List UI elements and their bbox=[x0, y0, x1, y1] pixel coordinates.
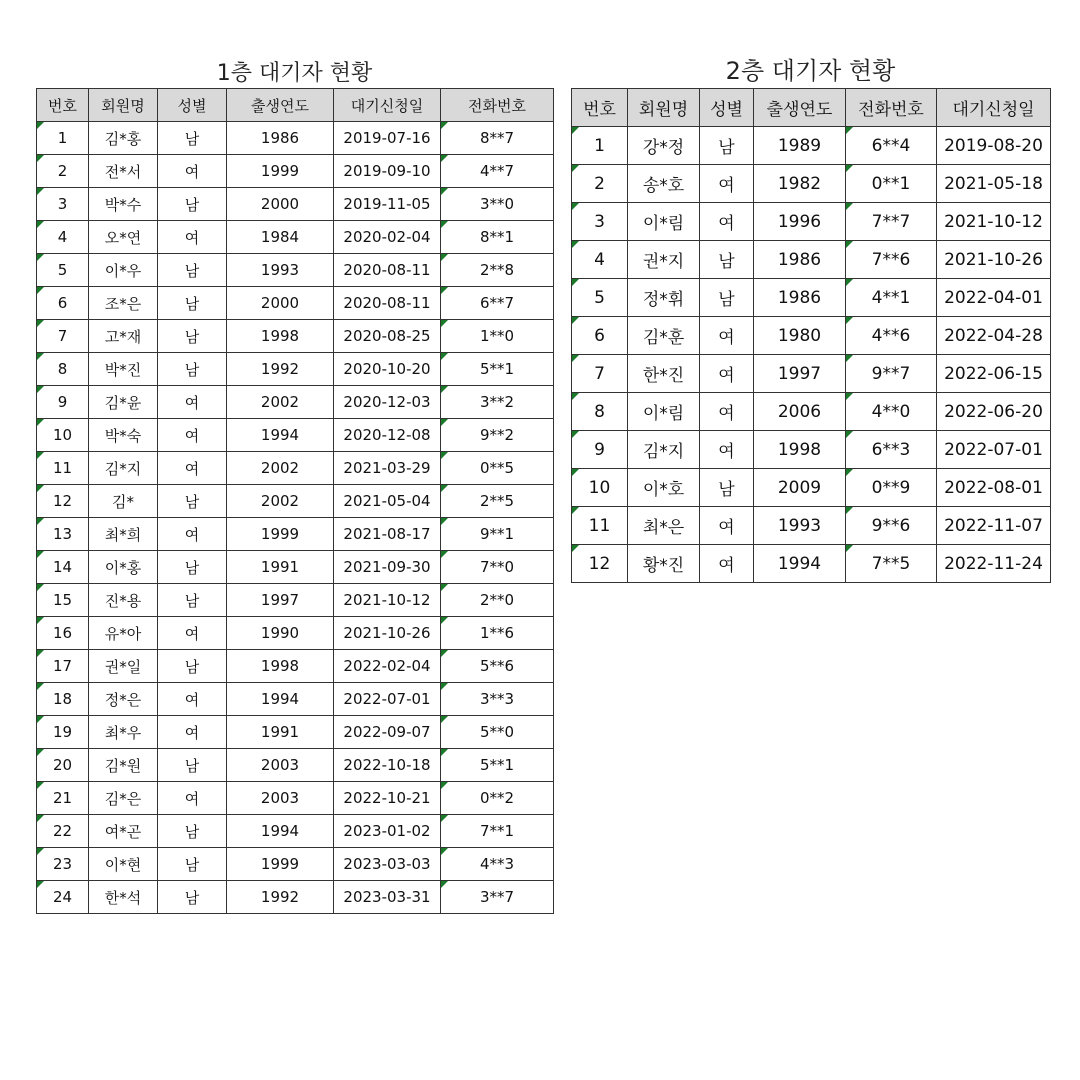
table-cell: 2020-12-08 bbox=[334, 419, 441, 452]
column-header: 성별 bbox=[158, 89, 227, 122]
table-row bbox=[37, 518, 554, 551]
table-cell: 4**1 bbox=[846, 279, 937, 317]
table-cell: 1998 bbox=[754, 431, 846, 469]
table-cell: 남 bbox=[158, 650, 227, 683]
table2-title: 2층 대기자 현황 bbox=[725, 57, 896, 85]
table-cell: 2022-10-21 bbox=[334, 782, 441, 815]
table-cell: 여 bbox=[700, 203, 754, 241]
table-cell: 15 bbox=[37, 584, 89, 617]
table-cell: 1982 bbox=[754, 165, 846, 203]
table-cell: 정*휘 bbox=[628, 279, 700, 317]
table-cell: 1996 bbox=[754, 203, 846, 241]
table-cell: 2019-08-20 bbox=[937, 127, 1051, 165]
table-cell: 전*서 bbox=[89, 155, 158, 188]
table-row bbox=[37, 254, 554, 287]
table-cell: 이*림 bbox=[628, 393, 700, 431]
table-cell: 6 bbox=[37, 287, 89, 320]
table-row bbox=[37, 452, 554, 485]
table-row bbox=[37, 419, 554, 452]
table-cell: 1989 bbox=[754, 127, 846, 165]
table1-floor1-waitlist bbox=[36, 88, 554, 914]
table-cell: 7**5 bbox=[846, 545, 937, 583]
table-cell: 4**3 bbox=[441, 848, 554, 881]
table-cell: 1999 bbox=[227, 518, 334, 551]
table-cell: 여 bbox=[700, 317, 754, 355]
table-cell: 1994 bbox=[227, 683, 334, 716]
table-cell: 여 bbox=[700, 393, 754, 431]
table-row bbox=[37, 881, 554, 914]
column-header: 대기신청일 bbox=[334, 89, 441, 122]
table-row bbox=[37, 386, 554, 419]
table-cell: 2000 bbox=[227, 287, 334, 320]
column-header: 전화번호 bbox=[441, 89, 554, 122]
table-row bbox=[37, 848, 554, 881]
table-cell: 권*지 bbox=[628, 241, 700, 279]
table-cell: 이*림 bbox=[628, 203, 700, 241]
table-row bbox=[572, 469, 1051, 507]
table-cell: 11 bbox=[37, 452, 89, 485]
table-cell: 9**6 bbox=[846, 507, 937, 545]
table-cell: 0**1 bbox=[846, 165, 937, 203]
table-cell: 남 bbox=[700, 241, 754, 279]
column-header: 번호 bbox=[37, 89, 89, 122]
table-cell: 남 bbox=[158, 485, 227, 518]
column-header: 번호 bbox=[572, 89, 628, 127]
table-cell: 고*재 bbox=[89, 320, 158, 353]
table-cell: 1993 bbox=[227, 254, 334, 287]
table-cell: 23 bbox=[37, 848, 89, 881]
table-cell: 유*아 bbox=[89, 617, 158, 650]
table-cell: 1991 bbox=[227, 551, 334, 584]
table-cell: 여*곤 bbox=[89, 815, 158, 848]
table-cell: 남 bbox=[158, 353, 227, 386]
table-cell: 4 bbox=[37, 221, 89, 254]
table-cell: 여 bbox=[158, 452, 227, 485]
table-cell: 2021-05-04 bbox=[334, 485, 441, 518]
table-row bbox=[37, 749, 554, 782]
table-cell: 최*희 bbox=[89, 518, 158, 551]
table-cell: 21 bbox=[37, 782, 89, 815]
table-cell: 9**7 bbox=[846, 355, 937, 393]
table-cell: 2022-06-20 bbox=[937, 393, 1051, 431]
table-row bbox=[37, 716, 554, 749]
table-cell: 17 bbox=[37, 650, 89, 683]
table-row bbox=[37, 122, 554, 155]
table-cell: 이*홍 bbox=[89, 551, 158, 584]
table-cell: 2022-07-01 bbox=[937, 431, 1051, 469]
table-cell: 2022-06-15 bbox=[937, 355, 1051, 393]
table-cell: 1994 bbox=[227, 815, 334, 848]
table-cell: 2000 bbox=[227, 188, 334, 221]
table-cell: 5**6 bbox=[441, 650, 554, 683]
table-cell: 여 bbox=[158, 221, 227, 254]
table-cell: 박*수 bbox=[89, 188, 158, 221]
table-cell: 5 bbox=[572, 279, 628, 317]
table-cell: 남 bbox=[158, 287, 227, 320]
table-cell: 2002 bbox=[227, 386, 334, 419]
table-cell: 16 bbox=[37, 617, 89, 650]
table-cell: 김*지 bbox=[628, 431, 700, 469]
table-cell: 9**2 bbox=[441, 419, 554, 452]
table-row bbox=[37, 584, 554, 617]
table1-title: 1층 대기자 현황 bbox=[216, 61, 373, 86]
column-header: 전화번호 bbox=[846, 89, 937, 127]
table-cell: 2003 bbox=[227, 749, 334, 782]
table2-header-row bbox=[572, 89, 1051, 127]
table-cell: 1986 bbox=[754, 241, 846, 279]
table-cell: 남 bbox=[700, 279, 754, 317]
table-cell: 2022-04-28 bbox=[937, 317, 1051, 355]
table-cell: 남 bbox=[158, 848, 227, 881]
table-cell: 한*석 bbox=[89, 881, 158, 914]
table-cell: 2**0 bbox=[441, 584, 554, 617]
table-cell: 2019-09-10 bbox=[334, 155, 441, 188]
table-cell: 2021-10-26 bbox=[937, 241, 1051, 279]
table-cell: 1992 bbox=[227, 881, 334, 914]
table-cell: 김*은 bbox=[89, 782, 158, 815]
table-row bbox=[37, 650, 554, 683]
table-cell: 2**8 bbox=[441, 254, 554, 287]
table-cell: 여 bbox=[700, 431, 754, 469]
table-cell: 1999 bbox=[227, 155, 334, 188]
table-cell: 3**2 bbox=[441, 386, 554, 419]
table-cell: 황*진 bbox=[628, 545, 700, 583]
table-cell: 4 bbox=[572, 241, 628, 279]
table-cell: 2 bbox=[572, 165, 628, 203]
table-row bbox=[37, 617, 554, 650]
column-header: 회원명 bbox=[628, 89, 700, 127]
table-cell: 2021-10-12 bbox=[937, 203, 1051, 241]
table-cell: 4**0 bbox=[846, 393, 937, 431]
table-cell: 14 bbox=[37, 551, 89, 584]
table-cell: 2022-08-01 bbox=[937, 469, 1051, 507]
table-row bbox=[37, 551, 554, 584]
table-cell: 7 bbox=[572, 355, 628, 393]
table-cell: 7**7 bbox=[846, 203, 937, 241]
table-cell: 1980 bbox=[754, 317, 846, 355]
table-cell: 남 bbox=[700, 469, 754, 507]
table2-body bbox=[572, 127, 1051, 583]
table-cell: 3**3 bbox=[441, 683, 554, 716]
table-cell: 2023-03-03 bbox=[334, 848, 441, 881]
table-cell: 박*진 bbox=[89, 353, 158, 386]
table-cell: 8**7 bbox=[441, 122, 554, 155]
table-cell: 9 bbox=[37, 386, 89, 419]
table-cell: 2023-01-02 bbox=[334, 815, 441, 848]
table-cell: 정*은 bbox=[89, 683, 158, 716]
table-cell: 2019-11-05 bbox=[334, 188, 441, 221]
table-cell: 1986 bbox=[754, 279, 846, 317]
table-cell: 2020-02-04 bbox=[334, 221, 441, 254]
table-cell: 권*일 bbox=[89, 650, 158, 683]
table-cell: 2023-03-31 bbox=[334, 881, 441, 914]
table-cell: 남 bbox=[158, 122, 227, 155]
table-row bbox=[572, 545, 1051, 583]
table-cell: 1997 bbox=[227, 584, 334, 617]
table-row bbox=[572, 279, 1051, 317]
table-cell: 13 bbox=[37, 518, 89, 551]
table-row bbox=[37, 485, 554, 518]
table-cell: 3**0 bbox=[441, 188, 554, 221]
table-cell: 2006 bbox=[754, 393, 846, 431]
table-cell: 2022-04-01 bbox=[937, 279, 1051, 317]
table-cell: 2 bbox=[37, 155, 89, 188]
table-cell: 2002 bbox=[227, 485, 334, 518]
table-cell: 남 bbox=[158, 254, 227, 287]
table-cell: 진*용 bbox=[89, 584, 158, 617]
table-cell: 1 bbox=[572, 127, 628, 165]
table-cell: 2022-11-07 bbox=[937, 507, 1051, 545]
table-cell: 남 bbox=[158, 188, 227, 221]
table-cell: 남 bbox=[158, 749, 227, 782]
table-cell: 조*은 bbox=[89, 287, 158, 320]
table-cell: 남 bbox=[700, 127, 754, 165]
table-cell: 2**5 bbox=[441, 485, 554, 518]
table-cell: 1984 bbox=[227, 221, 334, 254]
table-cell: 남 bbox=[158, 815, 227, 848]
table-cell: 0**9 bbox=[846, 469, 937, 507]
table-cell: 이*현 bbox=[89, 848, 158, 881]
table-row bbox=[37, 683, 554, 716]
table-cell: 1993 bbox=[754, 507, 846, 545]
table-cell: 6**4 bbox=[846, 127, 937, 165]
table2-floor2-waitlist bbox=[571, 88, 1051, 583]
table-cell: 김* bbox=[89, 485, 158, 518]
table-cell: 최*은 bbox=[628, 507, 700, 545]
table-row bbox=[37, 188, 554, 221]
table-cell: 여 bbox=[158, 419, 227, 452]
table-cell: 여 bbox=[700, 355, 754, 393]
table-cell: 3**7 bbox=[441, 881, 554, 914]
table-row bbox=[572, 431, 1051, 469]
table-cell: 여 bbox=[158, 683, 227, 716]
table-cell: 22 bbox=[37, 815, 89, 848]
table-cell: 7 bbox=[37, 320, 89, 353]
table-cell: 12 bbox=[37, 485, 89, 518]
table-cell: 여 bbox=[700, 507, 754, 545]
table-cell: 1999 bbox=[227, 848, 334, 881]
table1-header-row bbox=[37, 89, 554, 122]
table-cell: 남 bbox=[158, 584, 227, 617]
table-row bbox=[37, 815, 554, 848]
table-cell: 18 bbox=[37, 683, 89, 716]
table-row bbox=[572, 507, 1051, 545]
table-cell: 6 bbox=[572, 317, 628, 355]
table-cell: 1994 bbox=[227, 419, 334, 452]
table-cell: 여 bbox=[158, 716, 227, 749]
table-row bbox=[37, 782, 554, 815]
table-cell: 1998 bbox=[227, 320, 334, 353]
table-cell: 8**1 bbox=[441, 221, 554, 254]
table-row bbox=[572, 241, 1051, 279]
table-cell: 김*홍 bbox=[89, 122, 158, 155]
table-row bbox=[37, 221, 554, 254]
table-cell: 8 bbox=[37, 353, 89, 386]
table-cell: 4**6 bbox=[846, 317, 937, 355]
column-header: 성별 bbox=[700, 89, 754, 127]
table-row bbox=[572, 165, 1051, 203]
table-row bbox=[572, 393, 1051, 431]
table-cell: 2019-07-16 bbox=[334, 122, 441, 155]
table-cell: 2003 bbox=[227, 782, 334, 815]
table-cell: 김*지 bbox=[89, 452, 158, 485]
table-cell: 1994 bbox=[754, 545, 846, 583]
table-cell: 10 bbox=[572, 469, 628, 507]
table-row bbox=[37, 155, 554, 188]
table-cell: 2021-09-30 bbox=[334, 551, 441, 584]
table-cell: 5**1 bbox=[441, 749, 554, 782]
table-cell: 오*연 bbox=[89, 221, 158, 254]
table-cell: 2022-09-07 bbox=[334, 716, 441, 749]
table-cell: 여 bbox=[700, 165, 754, 203]
table-cell: 9**1 bbox=[441, 518, 554, 551]
table-cell: 3 bbox=[572, 203, 628, 241]
table-cell: 6**7 bbox=[441, 287, 554, 320]
table-cell: 2020-12-03 bbox=[334, 386, 441, 419]
table-cell: 여 bbox=[158, 617, 227, 650]
table-cell: 1991 bbox=[227, 716, 334, 749]
table-cell: 1986 bbox=[227, 122, 334, 155]
table-cell: 1**0 bbox=[441, 320, 554, 353]
table-cell: 2020-08-11 bbox=[334, 254, 441, 287]
table-cell: 여 bbox=[158, 518, 227, 551]
table-cell: 0**2 bbox=[441, 782, 554, 815]
table-cell: 1998 bbox=[227, 650, 334, 683]
table-cell: 24 bbox=[37, 881, 89, 914]
table-cell: 한*진 bbox=[628, 355, 700, 393]
table-cell: 여 bbox=[700, 545, 754, 583]
table-cell: 이*우 bbox=[89, 254, 158, 287]
table-row bbox=[572, 317, 1051, 355]
table-cell: 6**3 bbox=[846, 431, 937, 469]
table-cell: 이*호 bbox=[628, 469, 700, 507]
table-cell: 5**1 bbox=[441, 353, 554, 386]
table-cell: 여 bbox=[158, 155, 227, 188]
table-cell: 남 bbox=[158, 881, 227, 914]
column-header: 회원명 bbox=[89, 89, 158, 122]
table-cell: 20 bbox=[37, 749, 89, 782]
table-cell: 9 bbox=[572, 431, 628, 469]
table-cell: 7**1 bbox=[441, 815, 554, 848]
table-cell: 12 bbox=[572, 545, 628, 583]
table-cell: 11 bbox=[572, 507, 628, 545]
table-cell: 2022-11-24 bbox=[937, 545, 1051, 583]
table-cell: 5**0 bbox=[441, 716, 554, 749]
column-header: 출생연도 bbox=[754, 89, 846, 127]
table-cell: 2022-10-18 bbox=[334, 749, 441, 782]
table-cell: 남 bbox=[158, 551, 227, 584]
table-row bbox=[37, 353, 554, 386]
table-row bbox=[572, 203, 1051, 241]
table-row bbox=[37, 320, 554, 353]
column-header: 대기신청일 bbox=[937, 89, 1051, 127]
table-cell: 여 bbox=[158, 782, 227, 815]
table-cell: 2022-07-01 bbox=[334, 683, 441, 716]
table-cell: 2021-10-26 bbox=[334, 617, 441, 650]
table-cell: 2021-08-17 bbox=[334, 518, 441, 551]
table-cell: 2021-10-12 bbox=[334, 584, 441, 617]
table-cell: 0**5 bbox=[441, 452, 554, 485]
table-cell: 10 bbox=[37, 419, 89, 452]
table1-body bbox=[37, 122, 554, 914]
table-cell: 김*훈 bbox=[628, 317, 700, 355]
table-row bbox=[37, 287, 554, 320]
table-cell: 최*우 bbox=[89, 716, 158, 749]
table-cell: 강*정 bbox=[628, 127, 700, 165]
table-cell: 5 bbox=[37, 254, 89, 287]
table-cell: 7**0 bbox=[441, 551, 554, 584]
table-cell: 김*원 bbox=[89, 749, 158, 782]
table-cell: 2009 bbox=[754, 469, 846, 507]
table-cell: 19 bbox=[37, 716, 89, 749]
table-cell: 여 bbox=[158, 386, 227, 419]
table-cell: 3 bbox=[37, 188, 89, 221]
table-cell: 2021-05-18 bbox=[937, 165, 1051, 203]
table-cell: 1 bbox=[37, 122, 89, 155]
table-cell: 송*호 bbox=[628, 165, 700, 203]
table-cell: 1997 bbox=[754, 355, 846, 393]
table-cell: 1**6 bbox=[441, 617, 554, 650]
table-cell: 박*숙 bbox=[89, 419, 158, 452]
table-cell: 2020-10-20 bbox=[334, 353, 441, 386]
table-row bbox=[572, 355, 1051, 393]
table-cell: 8 bbox=[572, 393, 628, 431]
table-cell: 남 bbox=[158, 320, 227, 353]
table-cell: 1990 bbox=[227, 617, 334, 650]
table-row bbox=[572, 127, 1051, 165]
table-cell: 2002 bbox=[227, 452, 334, 485]
table-cell: 2021-03-29 bbox=[334, 452, 441, 485]
table-cell: 2020-08-25 bbox=[334, 320, 441, 353]
table-cell: 2022-02-04 bbox=[334, 650, 441, 683]
column-header: 출생연도 bbox=[227, 89, 334, 122]
table-cell: 4**7 bbox=[441, 155, 554, 188]
table-cell: 1992 bbox=[227, 353, 334, 386]
table-cell: 2020-08-11 bbox=[334, 287, 441, 320]
table-cell: 7**6 bbox=[846, 241, 937, 279]
table-cell: 김*윤 bbox=[89, 386, 158, 419]
